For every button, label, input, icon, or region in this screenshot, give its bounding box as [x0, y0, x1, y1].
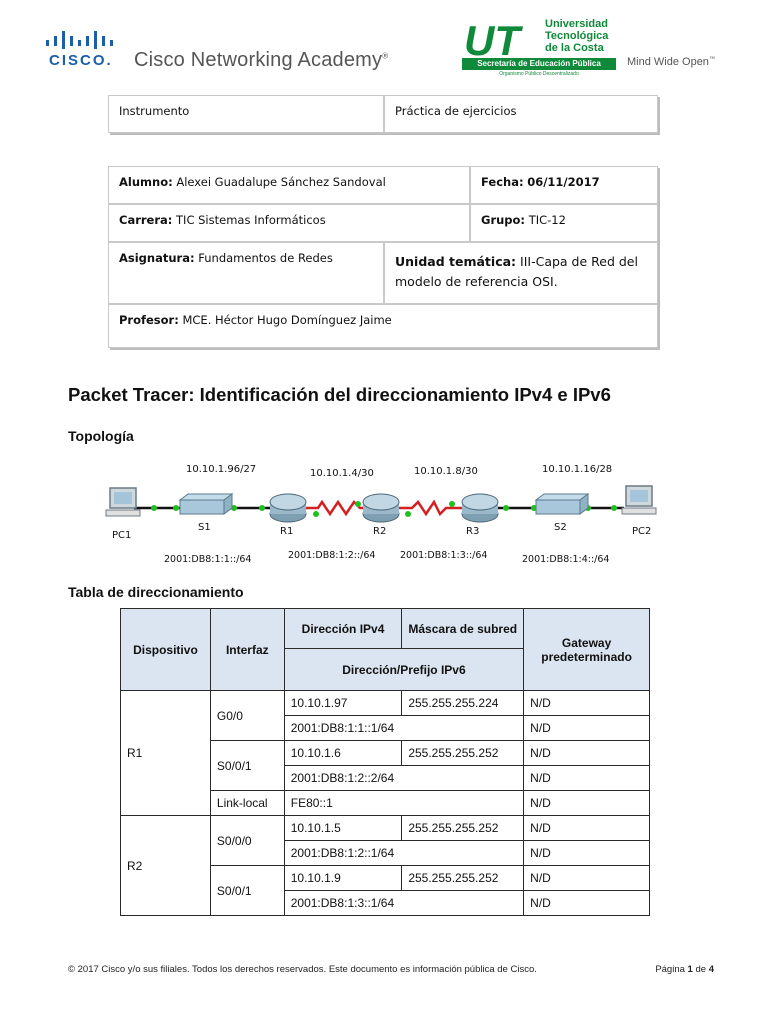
alumno-cell: Alumno: Alexei Guadalupe Sánchez Sandoval [108, 166, 470, 204]
device-label-r1: R1 [280, 526, 294, 537]
table-header-row [121, 609, 650, 649]
mask-cell: 255.255.255.224 [402, 691, 524, 716]
net6-label-1: 2001:DB8:1:1::/64 [164, 554, 252, 565]
device-cell-r1: R1 [121, 691, 211, 816]
gateway-cell: N/D [524, 741, 650, 766]
carrera-cell: Carrera: TIC Sistemas Informáticos [108, 204, 470, 242]
header-interface: Interfaz [210, 609, 284, 691]
net6-label-3: 2001:DB8:1:3::/64 [400, 550, 488, 561]
tagline: Mind Wide Open™ [627, 56, 715, 68]
sep-bar: Secretaría de Educación Pública [462, 58, 616, 70]
device-label-r2: R2 [373, 526, 387, 537]
mask-cell: 255.255.255.252 [402, 866, 524, 891]
mask-cell: 255.255.255.252 [402, 741, 524, 766]
device-label-r3: R3 [466, 526, 480, 537]
gateway-cell: N/D [524, 841, 650, 866]
asignatura-cell: Asignatura: Fundamentos de Redes [108, 242, 384, 304]
addressing-table [120, 608, 650, 916]
gateway-cell: N/D [524, 791, 650, 816]
header-ipv4: Dirección IPv4 [284, 609, 402, 649]
mask-cell: 255.255.255.252 [402, 816, 524, 841]
asignatura-value: Fundamentos de Redes [198, 251, 333, 265]
interface-cell: S0/0/0 [210, 816, 284, 866]
header-device: Dispositivo [121, 609, 211, 691]
device-label-s1: S1 [198, 522, 211, 533]
sep-subtitle: Organismo Público Descentralizado [499, 71, 579, 77]
gateway-cell: N/D [524, 691, 650, 716]
net6-label-2: 2001:DB8:1:2::/64 [288, 550, 376, 561]
ipv6-cell: FE80::1 [284, 791, 523, 816]
device-cell-r2: R2 [121, 816, 211, 916]
ipv4-cell: 10.10.1.5 [284, 816, 402, 841]
router-r3-icon [462, 494, 498, 522]
device-label-pc2: PC2 [632, 526, 652, 537]
fecha-cell: Fecha: 06/11/2017 [470, 166, 658, 204]
gateway-cell: N/D [524, 866, 650, 891]
ut-logo-letters: UT [464, 18, 520, 58]
ipv6-cell: 2001:DB8:1:2::1/64 [284, 841, 523, 866]
grupo-value: TIC-12 [528, 213, 566, 227]
address-table-heading: Tabla de direccionamiento [68, 584, 244, 600]
switch-s2-icon [536, 494, 588, 514]
device-label-pc1: PC1 [112, 530, 132, 541]
page-footer [68, 964, 714, 975]
table-row [121, 691, 650, 716]
grupo-cell: Grupo: TIC-12 [470, 204, 658, 242]
instrument-value: Práctica de ejercicios [395, 104, 517, 118]
page-number: Página 1 de 4 [655, 964, 714, 975]
ipv6-cell: 2001:DB8:1:3::1/64 [284, 891, 523, 916]
ipv6-cell: 2001:DB8:1:1::1/64 [284, 716, 523, 741]
net-label-4: 10.10.1.16/28 [542, 464, 613, 475]
ipv4-cell: 10.10.1.97 [284, 691, 402, 716]
carrera-value: TIC Sistemas Informáticos [176, 213, 326, 227]
interface-cell: S0/0/1 [210, 741, 284, 791]
table-row [121, 816, 650, 841]
ipv6-cell: 2001:DB8:1:2::2/64 [284, 766, 523, 791]
interface-cell: S0/0/1 [210, 866, 284, 916]
topology-heading: Topología [68, 428, 134, 444]
university-name: Universidad Tecnológica de la Costa [545, 18, 609, 54]
gateway-cell: N/D [524, 891, 650, 916]
header-ipv6: Dirección/Prefijo IPv6 [284, 649, 523, 691]
ipv4-cell: 10.10.1.9 [284, 866, 402, 891]
router-r2-icon [363, 494, 399, 522]
header-mask: Máscara de subred [402, 609, 524, 649]
net-label-1: 10.10.1.96/27 [186, 464, 257, 475]
instrument-label-cell [108, 95, 384, 133]
gateway-cell: N/D [524, 716, 650, 741]
ipv4-cell: 10.10.1.6 [284, 741, 402, 766]
device-label-s2: S2 [554, 522, 567, 533]
interface-cell: Link-local [210, 791, 284, 816]
academy-name: Cisco Networking Academy® [134, 49, 389, 71]
pc2-icon [622, 486, 656, 514]
gateway-cell: N/D [524, 816, 650, 841]
profesor-value: MCE. Héctor Hugo Domínguez Jaime [182, 313, 392, 327]
ut-logo-icon [462, 18, 540, 58]
header-gateway: Gateway predeterminado [524, 609, 650, 691]
net-label-2: 10.10.1.4/30 [310, 468, 374, 479]
document-title: Packet Tracer: Identificación del direccionamiento IPv4 e IPv6 [68, 384, 611, 405]
cisco-logo-icon [46, 31, 114, 49]
switch-s1-icon [180, 494, 232, 514]
instrument-label: Instrumento [119, 104, 190, 118]
cisco-wordmark: CISCO. [49, 52, 113, 69]
alumno-value: Alexei Guadalupe Sánchez Sandoval [176, 175, 386, 189]
net6-label-4: 2001:DB8:1:4::/64 [522, 554, 610, 565]
net-label-3: 10.10.1.8/30 [414, 466, 478, 477]
unidad-value: III-Capa de Red del modelo de referencia OSI. [395, 254, 638, 289]
page-header [0, 0, 768, 90]
topology-diagram [96, 454, 676, 574]
instrument-value-cell [384, 95, 658, 133]
fecha-value: 06/11/2017 [527, 175, 600, 189]
copyright-text: © 2017 Cisco y/o sus filiales. Todos los derechos reservados. Este documento es información pública de Cisco. [68, 964, 537, 975]
unidad-cell: Unidad temática: III-Capa de Red del modelo de referencia OSI. [384, 242, 658, 304]
profesor-cell: Profesor: MCE. Héctor Hugo Domínguez Jaime [108, 304, 658, 348]
interface-cell: G0/0 [210, 691, 284, 741]
pc1-icon [106, 488, 140, 516]
router-r1-icon [270, 494, 306, 522]
gateway-cell: N/D [524, 766, 650, 791]
link-r1-r2 [304, 502, 364, 514]
